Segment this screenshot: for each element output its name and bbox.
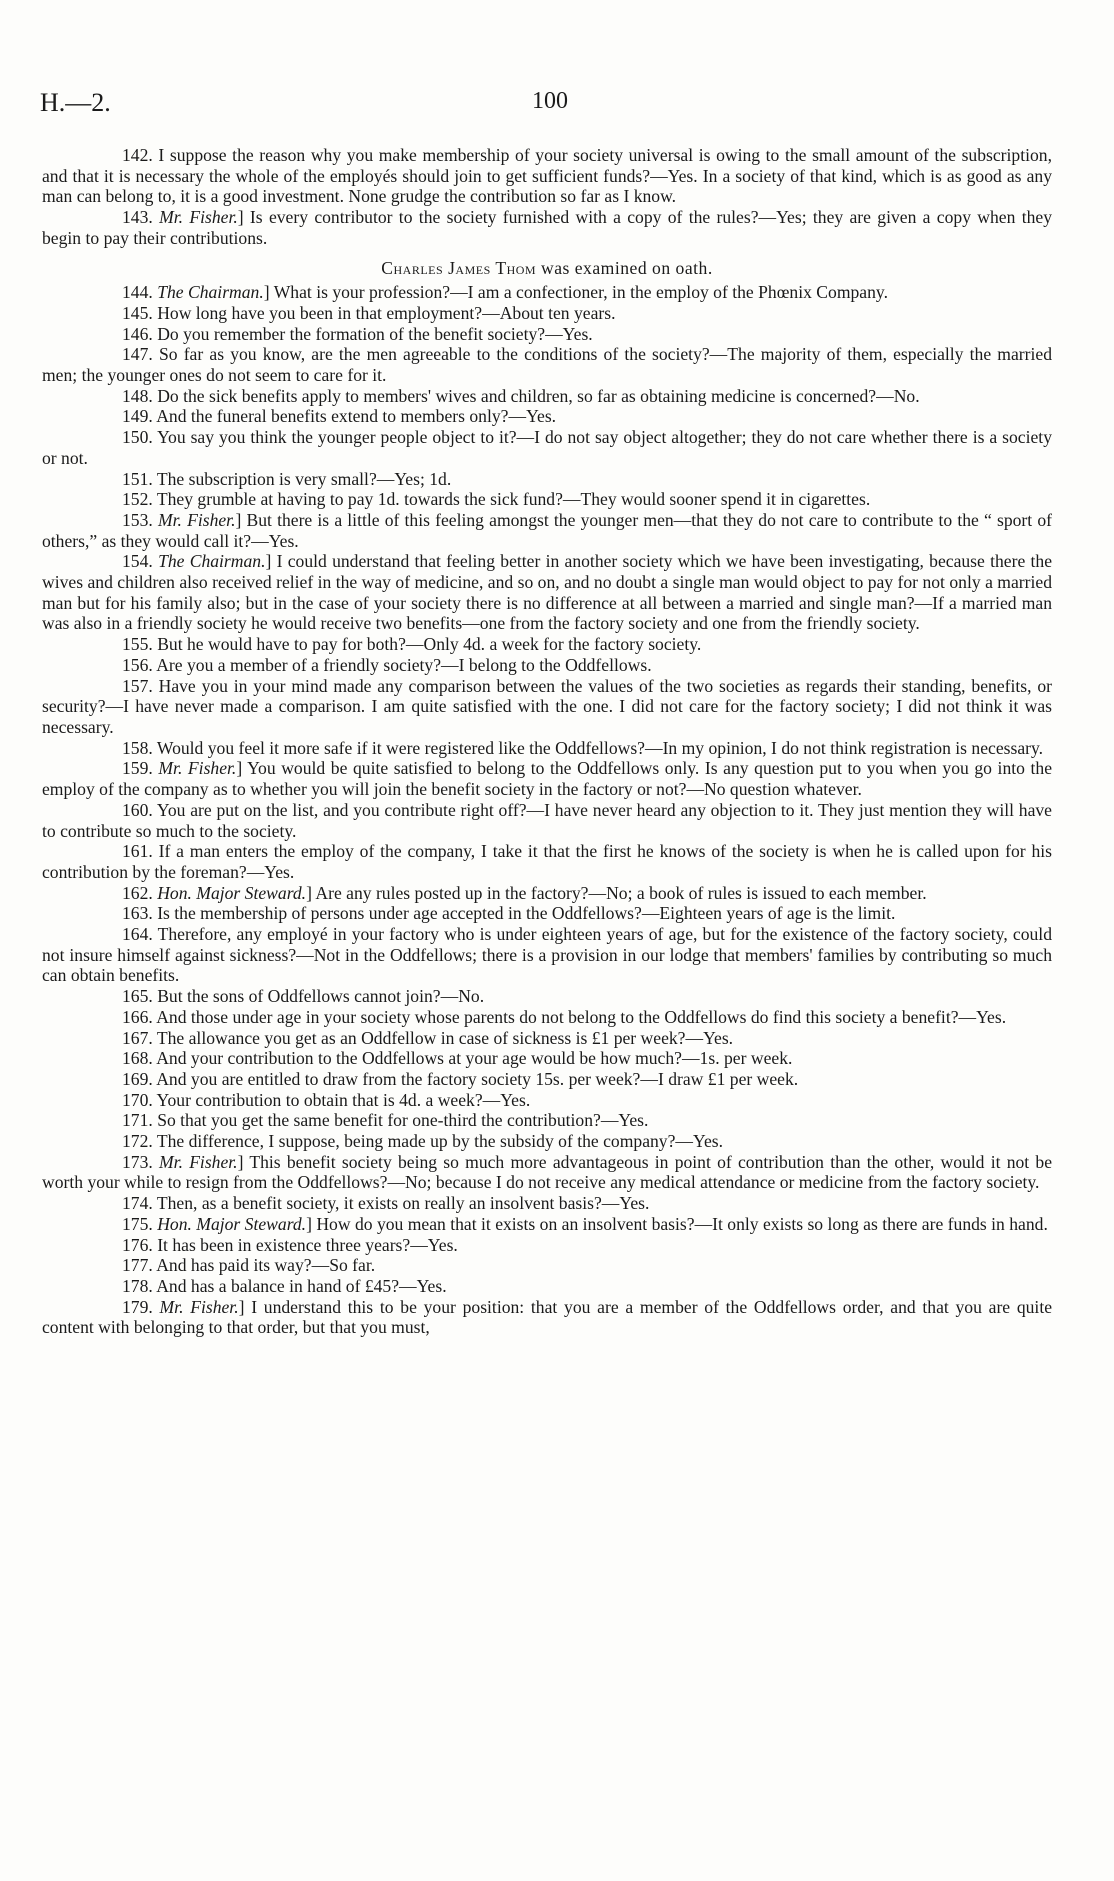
- paragraph-text: ] You would be quite satisfied to belong to the Oddfellows only. Is any question put to you when you go into the employ of the company as to whether you will join the benefit society in the factory or not?—No question whatever.: [42, 758, 1053, 800]
- paragraph-text: was examined on oath.: [536, 257, 713, 278]
- question-163: [42, 903, 1052, 924]
- question-171: [42, 1110, 1052, 1131]
- question-158: [42, 738, 1052, 759]
- question-142: [42, 145, 1052, 207]
- speaker-name: Hon. Major Steward.: [157, 882, 307, 903]
- paragraph-text: ] This benefit society being so much more advantageous in point of contribution than the other, would it not be worth your while to resign from the Oddfellows?—No; because I do not receive any medical attendance or medicine from the factory society.: [42, 1151, 1053, 1193]
- question-178: [42, 1276, 1052, 1297]
- question-151: [42, 469, 1052, 490]
- witness-name: Charles James Thom: [381, 257, 537, 278]
- paragraph-text: 151. The subscription is very small?—Yes; 1d.: [122, 468, 452, 489]
- question-155: [42, 634, 1052, 655]
- question-145: [42, 303, 1052, 324]
- question-143: [42, 207, 1052, 248]
- paragraph-text: 163. Is the membership of persons under age accepted in the Oddfellows?—Eighteen years of age is the limit.: [122, 903, 896, 924]
- paragraph-text: 166. And those under age in your society whose parents do not belong to the Oddfellows do find this society a benefit?—Yes.: [122, 1006, 1007, 1027]
- speaker-name: The Chairman.: [158, 551, 266, 572]
- question-174: [42, 1193, 1052, 1214]
- paragraph-text: 147. So far as you know, are the men agreeable to the conditions of the society?—The majority of them, especially the married men; the younger ones do not seem to care for it.: [42, 344, 1052, 386]
- question-167: [42, 1028, 1052, 1049]
- speaker-name: Hon. Major Steward.: [157, 1213, 307, 1234]
- paragraph-text: 143.: [122, 207, 160, 228]
- question-146: [42, 324, 1052, 345]
- question-156: [42, 655, 1052, 676]
- paragraph-text: 159.: [122, 758, 159, 779]
- question-152: [42, 489, 1052, 510]
- paragraph-text: ] Is every contributor to the society furnished with a copy of the rules?—Yes; they are given a copy when they begin to pay their contributions.: [42, 207, 1053, 248]
- paragraph-text: 145. How long have you been in that employment?—About ten years.: [122, 302, 616, 323]
- paragraph-text: ] How do you mean that it exists on an insolvent basis?—It only exists so long as there are funds in hand.: [306, 1213, 1048, 1234]
- paragraph-text: 170. Your contribution to obtain that is 4d. a week?—Yes.: [122, 1089, 531, 1110]
- paragraph-text: 155. But he would have to pay for both?—Only 4d. a week for the factory society.: [122, 634, 702, 655]
- paragraph-text: 152. They grumble at having to pay 1d. towards the sick fund?—They would sooner spend it in cigarettes.: [122, 489, 871, 510]
- question-165: [42, 986, 1052, 1007]
- paragraph-text: 168. And your contribution to the Oddfellows at your age would be how much?—1s. per week.: [122, 1048, 793, 1069]
- question-175: [42, 1214, 1052, 1235]
- question-176: [42, 1235, 1052, 1256]
- paragraph-text: 169. And you are entitled to draw from the factory society 15s. per week?—I draw £1 per week.: [122, 1068, 799, 1089]
- paragraph-text: 142. I suppose the reason why you make membership of your society universal is owing to the small amount of the subscription, and that it is necessary the whole of the employés should join to get sufficient funds?—Yes. In a society of that kind, which is as good as any man can belong to, it is a good investment. None grudge the contribution so far as I know.: [42, 145, 1052, 207]
- question-164: [42, 924, 1052, 986]
- paragraph-text: 165. But the sons of Oddfellows cannot join?—No.: [122, 986, 485, 1007]
- paragraph-text: 146. Do you remember the formation of the benefit society?—Yes.: [122, 323, 593, 344]
- paragraph-text: 161. If a man enters the employ of the company, I take it that the first he knows of the society is when he is called upon for his contribution by the foreman?—Yes.: [42, 841, 1052, 882]
- question-147: [42, 344, 1052, 385]
- paragraph-text: 157. Have you in your mind made any comparison between the values of the two societies as regards their standing, benefits, or security?—I have never made a comparison. I am quite satisfied with the one. I did not care for the factory society; I did not think it was necessary.: [42, 675, 1052, 737]
- question-159: [42, 758, 1052, 799]
- speaker-name: Mr. Fisher.: [159, 207, 238, 228]
- paragraph-text: ] I could understand that feeling better in another society which we have been investigating, because there the wives and children also received relief in the way of medicine, and so on, and no doubt a single man would object to pay for not only a married man but for his family also; but in the case of your society there is no difference at all between a married and single man?—If a married man was also in a friendly society he would receive two benefits—one from the factory society and one from the friendly society.: [42, 551, 1053, 634]
- witness-heading: [42, 258, 1052, 279]
- paragraph-text: 160. You are put on the list, and you contribute right off?—I have never heard any objection to it. They just mention they will have to contribute so much to the society.: [42, 799, 1052, 841]
- paragraph-text: 173.: [122, 1151, 160, 1172]
- paragraph-text: 154.: [122, 551, 159, 572]
- paragraph-text: 174. Then, as a benefit society, it exists on really an insolvent basis?—Yes.: [122, 1193, 650, 1214]
- report-code: H.—2.: [40, 88, 111, 117]
- paragraph-text: 177. And has paid its way?—So far.: [122, 1255, 376, 1276]
- question-153: [42, 510, 1052, 551]
- question-162: [42, 883, 1052, 904]
- speaker-name: Mr. Fisher.: [158, 758, 237, 779]
- paragraph-text: 172. The difference, I suppose, being made up by the subsidy of the company?—Yes.: [122, 1131, 724, 1152]
- speaker-name: Mr. Fisher.: [159, 1296, 239, 1317]
- paragraph-text: 153.: [122, 509, 158, 530]
- question-144: [42, 282, 1052, 303]
- paragraph-text: 150. You say you think the younger people object to it?—I do not say object altogether; they do not care whether there is a society or not.: [42, 427, 1052, 468]
- question-150: [42, 427, 1052, 468]
- paragraph-text: 171. So that you get the same benefit for one-third the contribution?—Yes.: [122, 1110, 649, 1131]
- paragraph-text: 176. It has been in existence three years?—Yes.: [122, 1234, 458, 1255]
- paragraph-text: 179.: [122, 1296, 160, 1317]
- paragraph-text: ] Are any rules posted up in the factory?—No; a book of rules is issued to each member.: [306, 882, 927, 903]
- paragraph-text: 178. And has a balance in hand of £45?—Yes.: [122, 1275, 447, 1296]
- paragraph-text: ] But there is a little of this feeling amongst the younger men—that they do not care to contribute to the “ sport of others,” as they would call it?—Yes.: [42, 509, 1052, 551]
- question-172: [42, 1131, 1052, 1152]
- speaker-name: Mr. Fisher.: [159, 1151, 238, 1172]
- paragraph-text: 156. Are you a member of a friendly society?—I belong to the Oddfellows.: [122, 654, 652, 675]
- paragraph-text: 158. Would you feel it more safe if it were registered like the Oddfellows?—In my opinion, I do not think registration is necessary.: [122, 737, 1044, 758]
- question-177: [42, 1255, 1052, 1276]
- speaker-name: The Chairman.: [157, 282, 264, 303]
- question-149: [42, 406, 1052, 427]
- question-179: [42, 1297, 1052, 1338]
- paragraph-text: ] I understand this to be your position: that you are a member of the Oddfellows order, and that you are quite content with belonging to that order, but that you must,: [42, 1296, 1053, 1338]
- paragraph-text: 148. Do the sick benefits apply to members' wives and children, so far as obtaining medicine is concerned?—No.: [122, 385, 920, 406]
- question-148: [42, 386, 1052, 407]
- paragraph-text: 162.: [122, 882, 158, 903]
- speaker-name: Mr. Fisher.: [157, 509, 236, 530]
- question-166: [42, 1007, 1052, 1028]
- paragraph-text: ] What is your profession?—I am a confectioner, in the employ of the Phœnix Company.: [263, 282, 888, 303]
- paragraph-text: 167. The allowance you get as an Oddfellow in case of sickness is £1 per week?—Yes.: [122, 1027, 734, 1048]
- question-161: [42, 841, 1052, 882]
- question-169: [42, 1069, 1052, 1090]
- paragraph-text: 175.: [122, 1213, 158, 1234]
- paragraph-text: 164. Therefore, any employé in your factory who is under eighteen years of age, but for the existence of the factory society, could not insure himself against sickness?—Not in the Oddfellows; there is a provision in our lodge that members' families by contributing so much can obtain benefits.: [42, 924, 1052, 986]
- question-168: [42, 1048, 1052, 1069]
- paragraph-text: 144.: [122, 282, 158, 303]
- question-160: [42, 800, 1052, 841]
- question-154: [42, 551, 1052, 634]
- question-170: [42, 1090, 1052, 1111]
- question-173: [42, 1152, 1052, 1193]
- paragraph-text: 149. And the funeral benefits extend to members only?—Yes.: [122, 406, 557, 427]
- minutes-of-evidence: [42, 145, 1052, 1338]
- question-157: [42, 676, 1052, 738]
- page-number: 100: [532, 88, 568, 114]
